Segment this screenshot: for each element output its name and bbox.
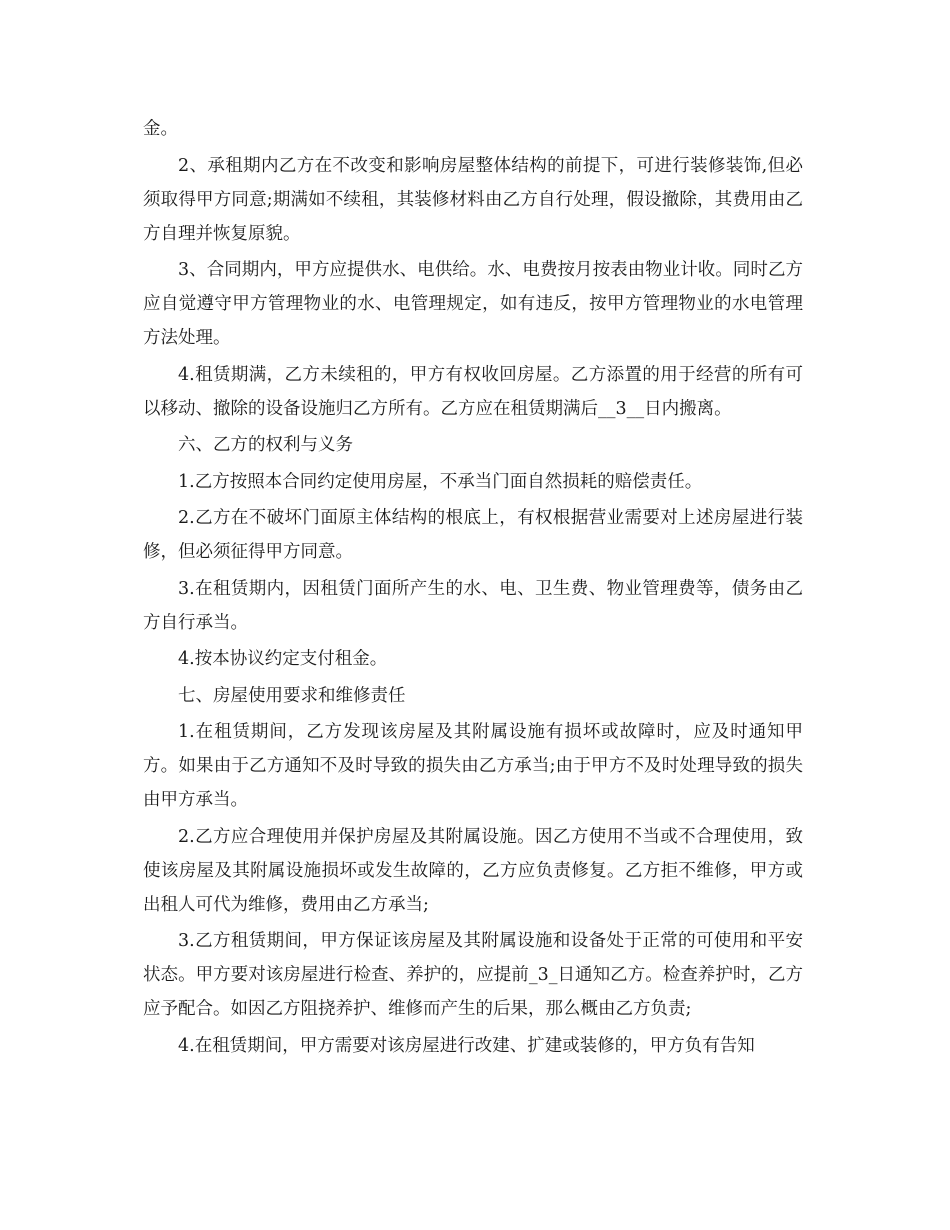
paragraph-clause-7-4: 4.在租赁期间，甲方需要对该房屋进行改建、扩建或装修的，甲方负有告知 — [178, 1035, 755, 1056]
section-heading-7: 七、房屋使用要求和维修责任 — [178, 685, 406, 706]
section-heading-6: 六、乙方的权利与义务 — [178, 435, 353, 455]
paragraph-clause-5-4: 4.租赁期满，乙方未续租的，甲方有权收回房屋。乙方添置的用于经营的所有可以移动、撤除的设备设施归乙方所有。乙方应在租赁期满后__3__日内搬离。 — [143, 364, 803, 419]
paragraph-clause-7-2: 2.乙方应合理使用并保护房屋及其附属设施。因乙方使用不当或不合理使用，致使该房屋及其附属设施损坏或发生故障的，乙方应负责修复。乙方拒不维修，甲方或出租人可代为维修，费用由乙方承当; — [143, 826, 803, 915]
document-body — [143, 112, 803, 1065]
paragraph-clause-5-2: 2、承租期内乙方在不改变和影响房屋整体结构的前提下，可进行装修装饰,但必须取得甲方同意;期满如不续租，其装修材料由乙方自行处理，假设撤除，其费用由乙方自理并恢复原貌。 — [143, 155, 803, 244]
paragraph-clause-7-3: 3.乙方租赁期间，甲方保证该房屋及其附属设施和设备处于正常的可使用和平安状态。甲方要对该房屋进行检查、养护的，应提前_3_日通知乙方。检查养护时，乙方应予配合。如因乙方阻挠养护、维修而产生的后果，那么概由乙方负责; — [143, 931, 803, 1019]
paragraph-clause-6-3: 3.在租赁期内，因租赁门面所产生的水、电、卫生费、物业管理费等，债务由乙方自行承当。 — [143, 578, 803, 633]
paragraph-clause-6-1: 1.乙方按照本合同约定使用房屋，不承当门面自然损耗的赔偿责任。 — [178, 471, 703, 492]
paragraph-clause-6-4: 4.按本协议约定支付租金。 — [178, 649, 388, 669]
paragraph-clause-5-3: 3、合同期内，甲方应提供水、电供给。水、电费按月按表由物业计收。同时乙方应自觉遵守甲方管理物业的水、电管理规定，如有违反，按甲方管理物业的水电管理方法处理。 — [143, 260, 803, 348]
paragraph-clause-7-1: 1.在租赁期间，乙方发现该房屋及其附属设施有损坏或故障时，应及时通知甲方。如果由于乙方通知不及时导致的损失由乙方承当;由于甲方不及时处理导致的损失由甲方承当。 — [143, 722, 803, 810]
paragraph-continuation: 金。 — [143, 119, 178, 139]
paragraph-clause-6-2: 2.乙方在不破坏门面原主体结构的根底上，有权根据营业需要对上述房屋进行装修，但必须征得甲方同意。 — [143, 508, 803, 562]
